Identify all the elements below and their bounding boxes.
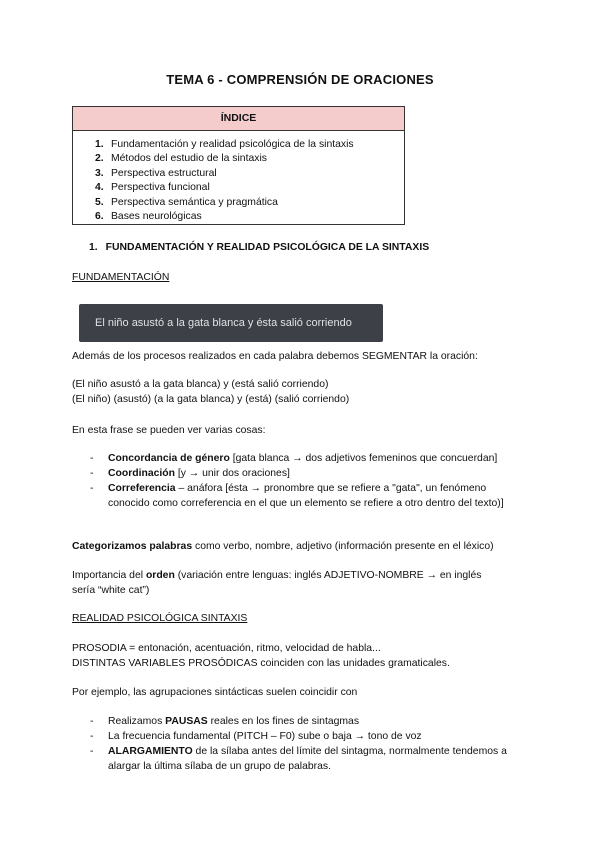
feature-list xyxy=(90,451,530,511)
index-item xyxy=(95,210,404,224)
order-paragraph xyxy=(72,568,481,583)
index-item-number: 1. xyxy=(95,139,104,150)
section-heading xyxy=(89,242,429,253)
index-item-label: Perspectiva estructural xyxy=(111,167,217,179)
order-prefix: Importancia del xyxy=(72,570,146,581)
index-item xyxy=(95,152,404,166)
index-item xyxy=(95,167,404,181)
subheading-fundamentacion: FUNDAMENTACIÓN xyxy=(72,272,170,283)
index-item-number: 6. xyxy=(95,210,104,222)
categorize-paragraph xyxy=(72,539,494,554)
list-item xyxy=(90,729,530,744)
index-heading: ÍNDICE xyxy=(73,107,404,131)
index-item-number: 5. xyxy=(95,196,104,208)
prosody-list xyxy=(90,714,530,774)
list-item xyxy=(90,466,530,481)
order-text: (variación entre lenguas: inglés ADJETIVO-NOMBRE → en inglés xyxy=(174,570,482,581)
list-item-text: Realizamos xyxy=(108,716,166,727)
list-item xyxy=(90,744,530,774)
prosody-line-1: PROSODIA = entonación, acentuación, ritmo, velocidad de habla... xyxy=(72,643,381,654)
index-item xyxy=(95,196,404,210)
segment-example-1: (El niño asustó a la gata blanca) y (está salió corriendo) xyxy=(72,379,329,390)
categorize-text: como verbo, nombre, adjetivo (información presente en el léxico) xyxy=(192,541,494,552)
order-paragraph-cont: sería “white cat”) xyxy=(72,585,150,596)
index-item-label: Perspectiva semántica y pragmática xyxy=(111,196,278,208)
list-item xyxy=(90,481,530,511)
order-term: orden xyxy=(145,570,175,581)
index-list xyxy=(73,131,404,224)
list-item xyxy=(90,714,530,729)
subheading-realidad: REALIDAD PSICOLÓGICA SINTAXIS xyxy=(72,613,248,624)
list-item xyxy=(90,451,530,466)
index-item xyxy=(95,138,404,152)
index-item-label: Perspectiva funcional xyxy=(111,182,210,194)
page-title: TEMA 6 - COMPRENSIÓN DE ORACIONES xyxy=(166,72,434,87)
index-item-label: Bases neurológicas xyxy=(111,210,202,222)
index-item-number: 3. xyxy=(95,167,104,179)
index-item-number: 4. xyxy=(95,182,104,194)
section-number: 1. xyxy=(89,242,98,253)
segment-example-2: (El niño) (asustó) (a la gata blanca) y (está) (salió corriendo) xyxy=(72,394,350,405)
segment-text: Además de los procesos realizados en cada palabra debemos SEGMENTAR la oración: xyxy=(72,351,478,362)
list-item-text: de la sílaba antes del límite del sintagma, normalmente tendemos a alargar la última sílaba de un grupo de palabras. xyxy=(108,746,507,772)
list-item-text: [gata blanca → dos adjetivos femeninos que concuerdan] xyxy=(229,453,498,464)
example-intro: Por ejemplo, las agrupaciones sintácticas suelen coincidir con xyxy=(72,687,358,698)
index-item-label: Métodos del estudio de la sintaxis xyxy=(111,153,267,165)
list-item-term: Concordancia de género xyxy=(108,453,230,464)
categorize-term: Categorizamos palabras xyxy=(72,541,193,552)
index-item-label: Fundamentación y realidad psicológica de la sintaxis xyxy=(111,139,354,150)
list-item-text: [y → unir dos oraciones] xyxy=(174,468,290,479)
section-title: FUNDAMENTACIÓN Y REALIDAD PSICOLÓGICA DE LA SINTAXIS xyxy=(105,242,430,253)
list-item-term: Coordinación xyxy=(108,468,175,479)
index-item-number: 2. xyxy=(95,153,104,165)
list-item-text: reales en los fines de sintagmas xyxy=(207,716,360,727)
index-box xyxy=(72,106,405,225)
phrase-intro: En esta frase se pueden ver varias cosas: xyxy=(72,425,266,436)
list-item-term: Correferencia xyxy=(108,483,176,494)
list-item-text: – anáfora [ésta → pronombre que se refiere a "gata", un fenómeno conocido como correferencia en el que un elemento se refiere a otro dentro del texto)] xyxy=(108,483,504,509)
list-item-term: PAUSAS xyxy=(165,716,208,727)
index-item xyxy=(95,181,404,195)
example-sentence-image: El niño asustó a la gata blanca y ésta salió corriendo xyxy=(79,304,383,342)
list-item-term: ALARGAMIENTO xyxy=(108,746,193,757)
prosody-line-2: DISTINTAS VARIABLES PROSÓDICAS coinciden con las unidades gramaticales. xyxy=(72,658,450,669)
list-item-text: La frecuencia fundamental (PITCH – F0) sube o baja → tono de voz xyxy=(108,731,422,742)
